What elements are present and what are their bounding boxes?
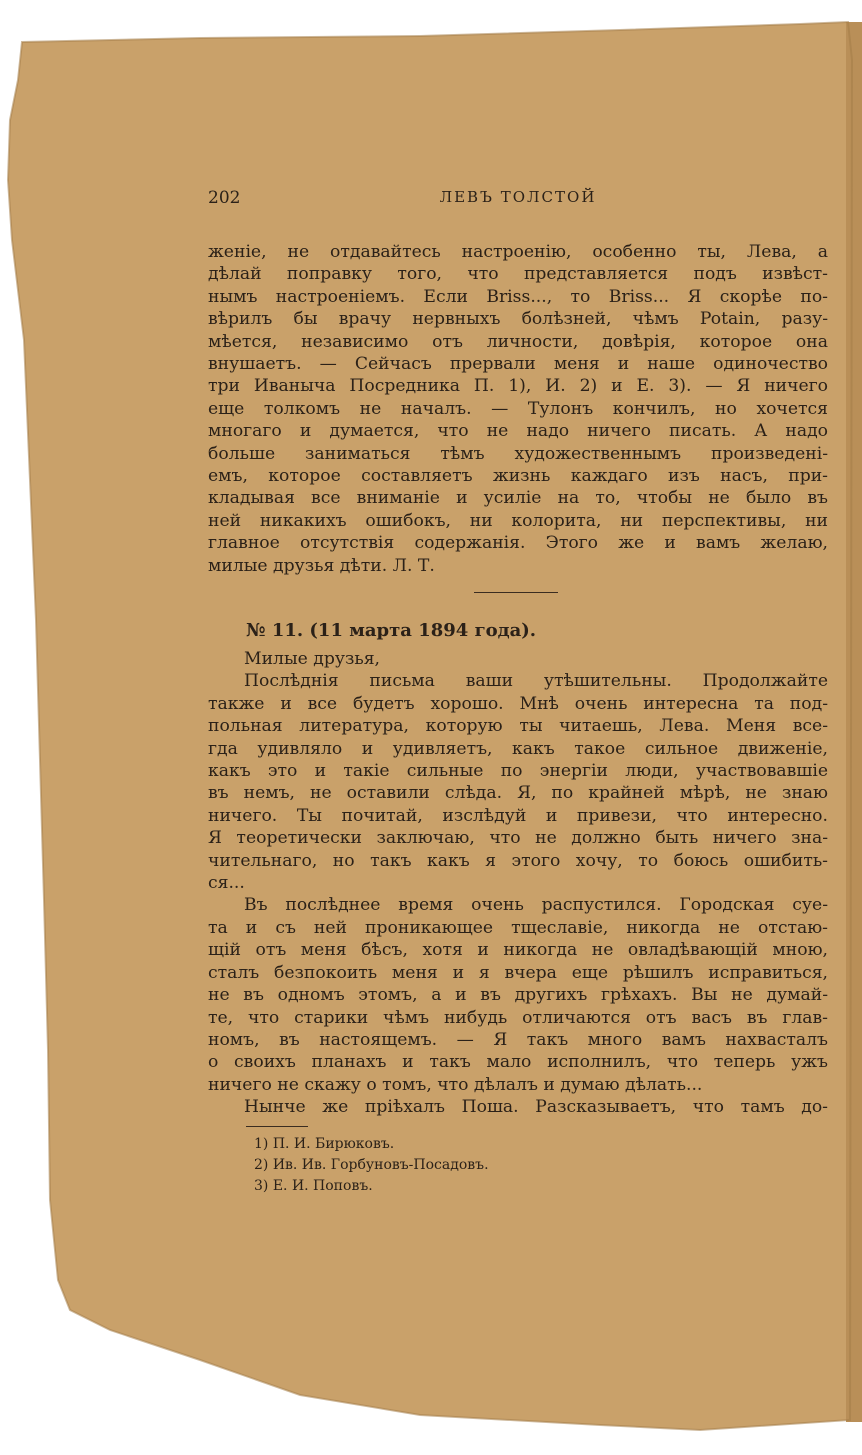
spine-edge (846, 22, 862, 1422)
footnote-1: 1) П. И. Бирюковъ. (254, 1136, 395, 1152)
text-line: сталъ безпокоить меня и я вчера еще рѣшилъ исправиться, (208, 962, 828, 983)
letter-heading: № 11. (11 марта 1894 года). (246, 620, 537, 641)
page-number: 202 (208, 188, 241, 208)
text-line: ничего. Ты почитай, изслѣдуй и привези, что интересно. (208, 805, 828, 826)
text-line: Я теоретически заключаю, что не должно быть ничего зна- (208, 828, 828, 849)
letter-continuation (208, 241, 828, 577)
text-line: ничего не скажу о томъ, что дѣлалъ и думаю дѣлать... (208, 1074, 703, 1095)
text-line: о своихъ планахъ и такъ мало исполнилъ, что теперь ужъ (208, 1052, 828, 1073)
footnote-3: 3) Е. И. Поповъ. (254, 1178, 373, 1194)
section-divider (474, 592, 558, 593)
text-line: еще толкомъ не началъ. — Тулонъ кончилъ, но хочется (208, 398, 828, 419)
salutation-line: Милые друзья, (244, 649, 381, 669)
text-line: Послѣднія письма ваши утѣшительны. Продолжайте (244, 671, 828, 692)
text-line: те, что старики чѣмъ нибудь отличаются отъ васъ въ глав- (208, 1007, 828, 1028)
text-line: гда удивляло и удивляетъ, какъ такое сильное движеніе, (208, 738, 828, 759)
text-line: не въ одномъ этомъ, а и въ другихъ грѣхахъ. Вы не думай- (208, 985, 828, 1006)
text-line: ней никакихъ ошибокъ, ни колорита, ни перспективы, ни (208, 510, 828, 531)
running-title: ЛЕВЪ ТОЛСТОЙ (439, 188, 597, 206)
text-line: нымъ настроеніемъ. Если Briss..., то Briss... Я скорѣе по- (208, 286, 828, 307)
text-line: ся... (208, 873, 245, 894)
text-line: польная литература, которую ты читаешь, Лева. Меня все- (208, 716, 828, 737)
text-line: женіе, не отдавайтесь настроенію, особенно ты, Лева, а (208, 242, 828, 262)
footnote-rule (246, 1126, 308, 1127)
text-line: три Иваныча Посредника П. 1), И. 2) и Е. 3). — Я ничего (208, 376, 828, 397)
text-line: щій отъ меня бѣсъ, хотя и никогда не овладѣвающій мною, (208, 940, 828, 961)
text-line-signature: милые друзья дѣти. Л. Т. (208, 555, 435, 576)
text-line: Нынче же пріѣхалъ Поша. Разсказываетъ, что тамъ до- (244, 1097, 828, 1118)
text-line: кладывая все вниманіе и усиліе на то, чтобы не было въ (208, 488, 828, 509)
text-line: какъ это и такіе сильные по энергіи люди, участвовавшіе (208, 761, 828, 782)
text-line: больше заниматься тѣмъ художественнымъ произведені- (208, 443, 828, 464)
footnote-2: 2) Ив. Ив. Горбуновъ-Посадовъ. (254, 1157, 489, 1173)
text-line: многаго и думается, что не надо ничего писать. А надо (208, 421, 828, 442)
letter-body (208, 648, 828, 1119)
footnotes (254, 1134, 489, 1197)
text-line: Въ послѣднее время очень распустился. Городская суе- (244, 895, 828, 916)
text-line: чительнаго, но такъ какъ я этого хочу, то боюсь ошибить- (208, 850, 828, 871)
text-line: внушаетъ. — Сейчасъ прервали меня и наше одиночество (208, 354, 828, 375)
text-line: дѣлай поправку того, что представляется подъ извѣст- (208, 264, 828, 285)
text-line: емъ, которое составляетъ жизнь каждаго изъ насъ, при- (208, 466, 828, 487)
text-line: мѣется, независимо отъ личности, довѣрія, которое она (208, 331, 828, 352)
text-line: въ немъ, не оставили слѣда. Я, по крайней мѣрѣ, не знаю (208, 783, 828, 804)
text-line: вѣрилъ бы врачу нервныхъ болѣзней, чѣмъ Potain, разу- (208, 309, 828, 330)
text-line: главное отсутствія содержанія. Этого же и вамъ желаю, (208, 533, 828, 554)
text-line: также и все будетъ хорошо. Мнѣ очень интересна та под- (208, 693, 828, 714)
page-header (208, 188, 828, 212)
text-line: номъ, въ настоящемъ. — Я такъ много вамъ нахвасталъ (208, 1029, 828, 1050)
text-line: та и съ ней проникающее тщеславіе, никогда не отстаю- (208, 917, 828, 938)
